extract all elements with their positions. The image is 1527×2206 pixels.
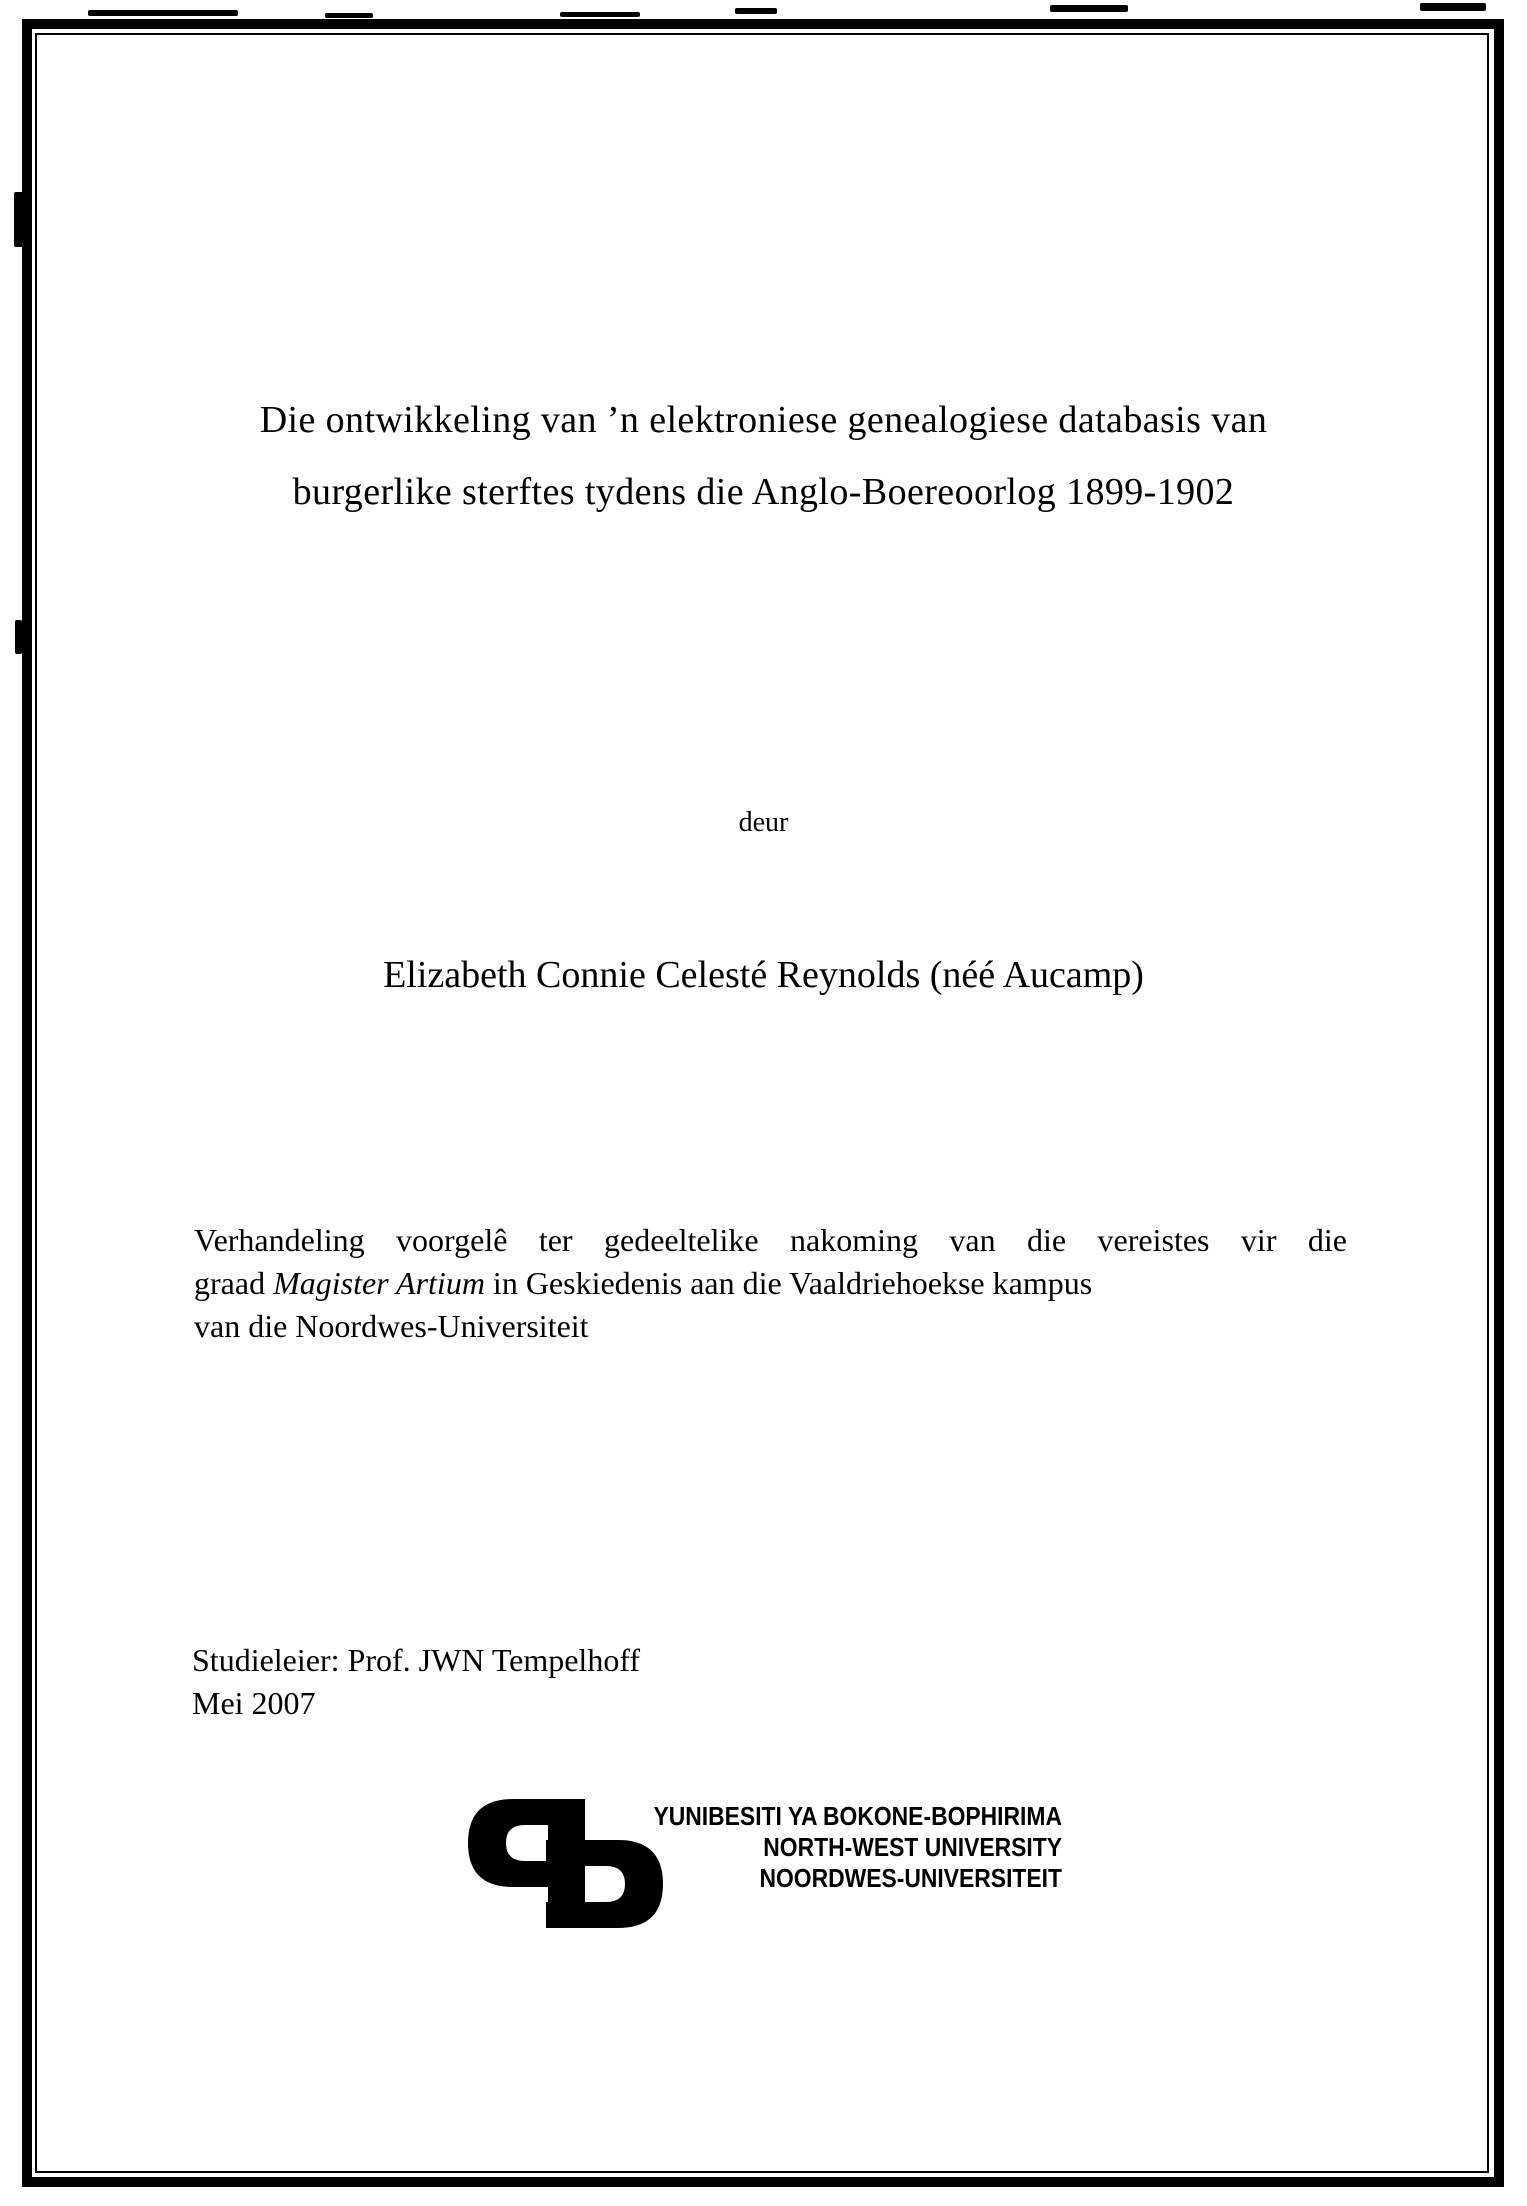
degree-statement-line3: van die Noordwes-Universiteit (194, 1308, 589, 1344)
university-logo-text (520, 1801, 1062, 1894)
byline-preposition: deur (738, 807, 789, 838)
author-name: Elizabeth Connie Celesté Reynolds (néé Aucamp) (383, 954, 1144, 996)
scan-artifact (1050, 5, 1128, 12)
scan-artifact (15, 620, 22, 654)
degree-statement (194, 1219, 1347, 1348)
logo-text-line-english: NORTH-WEST UNIVERSITY (763, 1832, 1062, 1862)
supervisor-line: Studieleier: Prof. JWN Tempelhoff (192, 1642, 641, 1678)
thesis-title-line-2: burgerlike sterftes tydens die Anglo-Boereoorlog 1899-1902 (292, 471, 1235, 513)
scan-artifact (1420, 3, 1486, 11)
thesis-title (0, 384, 1527, 528)
scan-artifact (560, 12, 640, 17)
scan-artifact (88, 10, 238, 16)
logo-text-line-afrikaans: NOORDWES-UNIVERSITEIT (759, 1863, 1062, 1893)
scan-artifact (325, 13, 373, 18)
degree-statement-line2: graad Magister Artium in Geskiedenis aan die Vaaldriehoekse kampus (194, 1265, 1093, 1301)
submission-date: Mei 2007 (192, 1685, 316, 1721)
university-logo (468, 1799, 1068, 1939)
logo-text-line-setswana: YUNIBESITI YA BOKONE-BOPHIRIMA (653, 1801, 1062, 1831)
thesis-title-line-1: Die ontwikkeling van ’n elektroniese genealogiese databasis van (259, 399, 1268, 441)
degree-statement-line1: Verhandeling voorgelê ter gedeeltelike nakoming van die vereistes vir die (194, 1222, 1347, 1258)
scan-artifact (735, 8, 777, 14)
supervisor-block (192, 1639, 640, 1725)
